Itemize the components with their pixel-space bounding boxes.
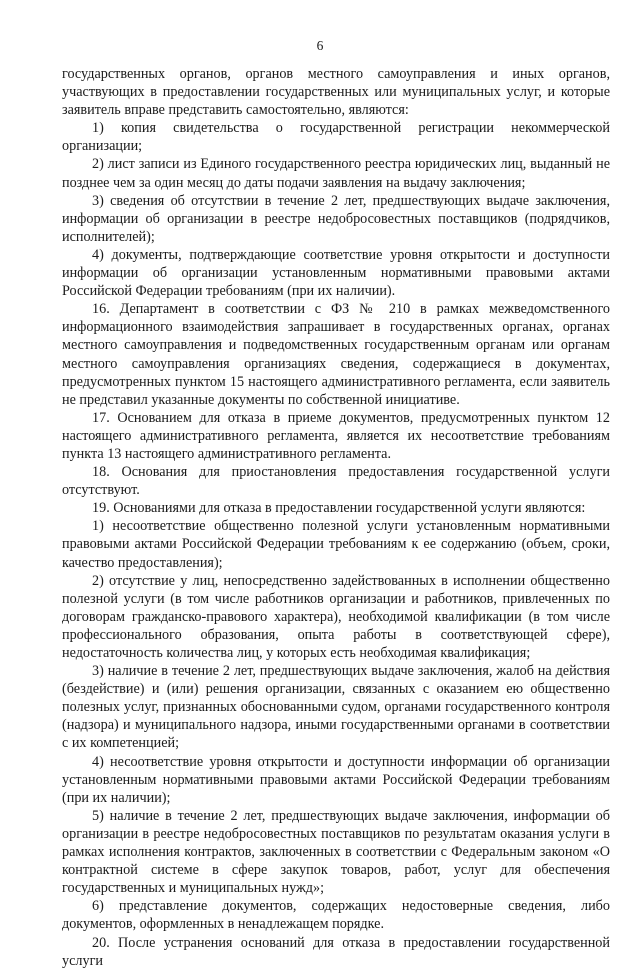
page-number: 6 [316, 38, 324, 53]
refusal-reason-3: 3) наличие в течение 2 лет, предшествующих выдаче заключения, жалоб на действия (бездействие) и (или) решения организации, связанных с оказанием ею общественно полезных услуг, признанных обоснованными судом, органами государственного контроля (надзора) и муниципального надзора, иными государственными органами в соответствии с их компетенцией; [62, 663, 610, 752]
clause-18: 18. Основания для приостановления предоставления государственной услуги отсутствуют. [62, 464, 610, 499]
refusal-reason-5: 5) наличие в течение 2 лет, предшествующих выдаче заключения, информации об организации в реестре недобросовестных поставщиков по результатам оказания услуги в рамках исполнения контрактов, заключенных в соответствии с Федеральным законом «О контрактной системе в сфере закупок товаров, работ, услуг для обеспечения государственных и муниципальных нужд»; [62, 807, 610, 897]
list-item-3: 3) сведения об отсутствии в течение 2 лет, предшествующих выдаче заключения, информации об организации в реестре недобросовестных поставщиков (подрядчиков, исполнителей); [62, 192, 610, 245]
document-body [62, 65, 610, 970]
clause-20: 20. После устранения оснований для отказа в предоставлении государственной услуги [62, 934, 610, 969]
refusal-reason-4: 4) несоответствие уровня открытости и доступности информации об организации установленным нормативными правовыми актами Российской Федерации требованиям (при их наличии); [62, 753, 610, 806]
list-item-2: 2) лист записи из Единого государственного реестра юридических лиц, выданный не позднее чем за один месяц до даты подачи заявления на выдачу заключения; [62, 156, 610, 191]
paragraph-continuation: государственных органов, органов местного самоуправления и иных органов, участвующих в предоставлении государственных или муниципальных услуг, и которые заявитель вправе представить самостоятельно, являются: [62, 66, 610, 119]
refusal-reason-6: 6) представление документов, содержащих недостоверные сведения, либо документов, оформленных в ненадлежащем порядке. [62, 898, 610, 933]
clause-17: 17. Основанием для отказа в приеме документов, предусмотренных пунктом 12 настоящего административного регламента, является их несоответствие требованиям пункта 13 настоящего административного регламента. [62, 409, 610, 462]
refusal-reason-1: 1) несоответствие общественно полезной услуги установленным нормативными правовыми актами Российской Федерации требованиям к ее содержанию (объем, сроки, качество предоставления); [62, 518, 610, 571]
clause-19: 19. Основаниями для отказа в предоставлении государственной услуги являются: [92, 500, 586, 517]
refusal-reason-2: 2) отсутствие у лиц, непосредственно задействованных в исполнении общественно полезной услуги (в том числе работников организации и работников, привлеченных по договорам гражданско-правового характера), необходимой квалификации (в том числе профессионального образования, опыта работы в соответствующей сфере), недостаточность количества лиц, у которых есть необходимая квалификация; [62, 572, 610, 661]
list-item-4: 4) документы, подтверждающие соответствие уровня открытости и доступности информации об организации установленным нормативными правовыми актами Российской Федерации требованиям (при их наличии). [62, 246, 610, 300]
clause-16: 16. Департамент в соответствии с ФЗ № 210 в рамках межведомственного информационного взаимодействия запрашивает в государственных органах, органах местного самоуправления и подведомственных государственным органам или органам местного самоуправления организациях сведения, содержащиеся в документах, предусмотренных пунктом 15 настоящего административного регламента, если заявитель не представил указанные документы по собственной инициативе. [62, 301, 610, 408]
list-item-1: 1) копия свидетельства о государственной регистрации некоммерческой организации; [62, 120, 610, 155]
